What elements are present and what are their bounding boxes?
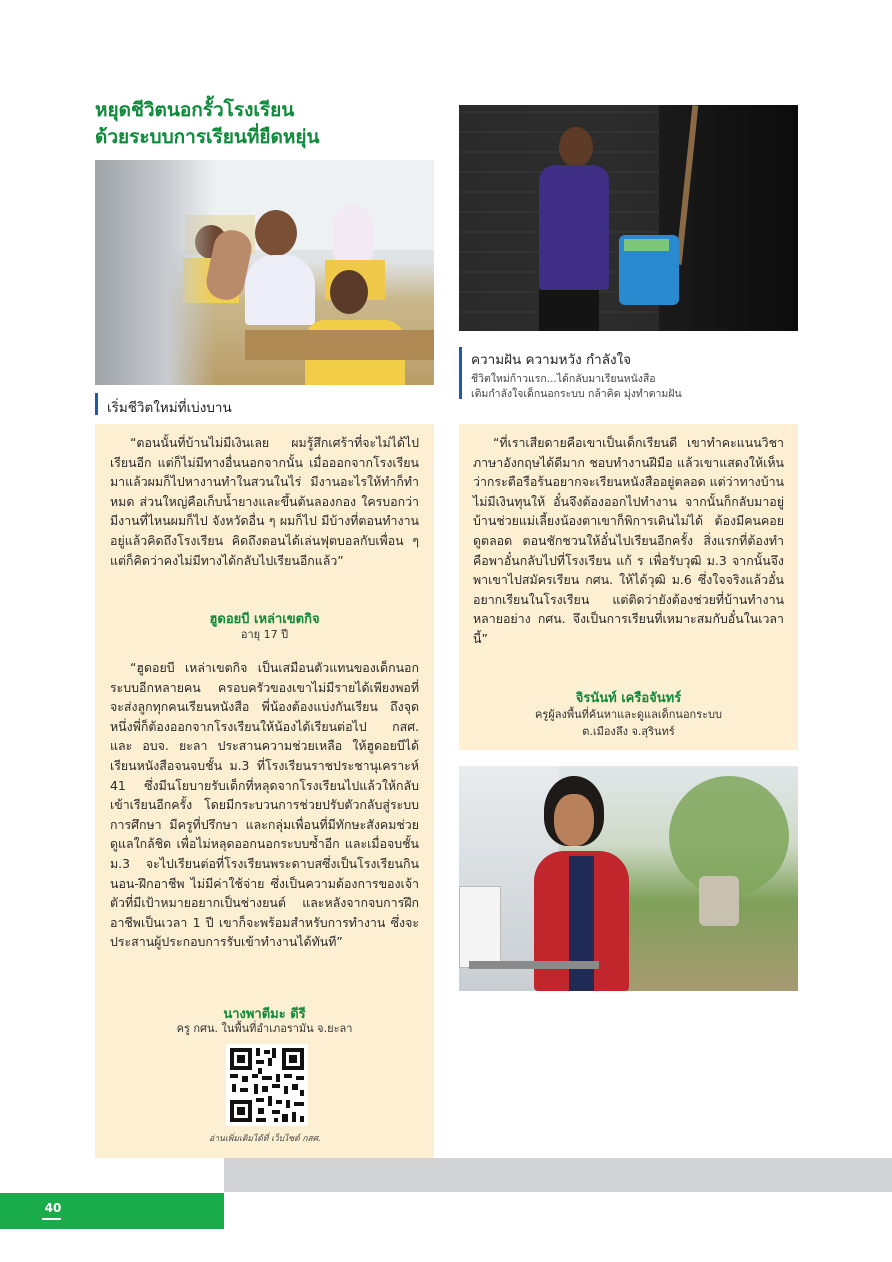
speaker-role: อายุ 17 ปี	[240, 628, 289, 641]
speaker-name: จิรนันท์ เครือจันทร์	[575, 691, 682, 706]
classroom-photo	[95, 160, 434, 385]
page-number: 40	[44, 1201, 62, 1215]
quote-jiranan: “ที่เราเสียดายคือเขาเป็นเด็กเรียนดี เขาทำคะแนนวิชาภาษาอังกฤษได้ดีมาก ชอบทำงานฝีมือ แล้วเขาแสดงให้เห็นว่ากระตือรือร้นอยากจะเรียนหนังสืออยู่ตลอด แต่ว่าทางบ้านไม่มีเงินทุนให้ อั๋นจึงต้องออกไปทำงาน จากนั้นก็กลับมาอยู่บ้านช่วยแม่เลี้ยงน้องตาเขาก็พิการเดินไม่ได้ ต้องมีคนคอยดูตลอด ตอนชักชวนให้อั๋นไปเรียนอีกครั้ง สิ่งแรกที่ต้องทำคือพาอั๋นกลับไปที่โรงเรียน แก้ ร เพื่อรับวุฒิ ม.3 จากนั้นจึงพาเขาไปสมัครเรียน กศน. ให้ได้วุฒิ ม.6 ซึ่งใจจริงแล้วอั๋นอยากเรียนในโรงเรียน แต่ติดว่ายังต้องช่วยที่บ้านทำงานหลายอย่าง กศน. จึงเป็นการเรียนที่เหมาะสมกับอั๋นในเวลานี้”	[473, 435, 785, 646]
section-bar	[95, 393, 98, 415]
page-headline	[95, 97, 435, 151]
headline-line-2: ด้วยระบบการเรียนที่ยืดหยุ่น	[95, 126, 320, 148]
speaker-role: ต.เมืองลึง จ.สุรินทร์	[582, 725, 675, 738]
speaker-role: ครูผู้ลงพื้นที่ค้นหาและดูแลเด็กนอกระบบ	[535, 708, 722, 721]
teacher-photo	[459, 766, 798, 991]
quote-hudoibi: “ตอนนั้นที่บ้านไม่มีเงินเลย ผมรู้สึกเศร้าที่จะไม่ได้ไปเรียนอีก แต่ก็ไม่มีทางอื่นนอกจากนั้น เมื่อออกจากโรงเรียนมาแล้วผมก็ไปหางานทำในสวนในไร่ มีงานอะไรให้ทำก็ทำหมด ส่วนใหญ่คือเก็บน้ำยางและขึ้นต้นลองกอง ใครบอกว่ามีงานที่ไหนผมก็ไป จังหวัดอื่น ๆ ผมก็ไป มีบ้างที่ตอนทำงานอยู่แล้วคิดถึงโรงเรียน คิดถึงตอนได้เล่นฟุตบอลกับเพื่อน ๆ แต่ก็คิดว่าคงไม่มีทางได้กลับไปเรียนอีกแล้ว”	[110, 435, 419, 568]
speaker-name: ฮูดอยบี เหล่าเขตกิจ	[209, 612, 320, 627]
footer-gray-band	[224, 1158, 892, 1192]
speaker-role: ครู กศน. ในพื้นที่อำเภอรามัน จ.ยะลา	[176, 1022, 353, 1035]
qr-code-icon[interactable]	[226, 1044, 308, 1126]
left-section-title: เริ่มชีวิตใหม่ที่เบ่งบาน	[107, 400, 232, 416]
headline-line-1: หยุดชีวิตนอกรั้วโรงเรียน	[95, 99, 295, 121]
student-photo	[459, 105, 798, 331]
quote-teacher: “ฮูดอยบี เหล่าเขตกิจ เป็นเสมือนตัวแทนของเด็กนอกระบบอีกหลายคน ครอบครัวของเขาไม่มีรายได้เพียงพอที่จะส่งลูกทุกคนเรียนหนังสือ พี่น้องต้องแบ่งกันเรียน ถึงจุดหนึ่งพี่ก็ต้องออกจากโรงเรียนให้น้องได้เรียนต่อไป กสศ. และ อบจ. ยะลา ประสานความช่วยเหลือ ให้ฮูดอยบีได้เรียนหนังสือจนจบชั้น ม.3 ที่โรงเรียนราชประชานุเคราะห์ 41 ซึ่งมีนโยบายรับเด็กที่หลุดจากโรงเรียนไปแล้วให้กลับเข้าเรียนอีกครั้ง โดยมีกระบวนการช่วยปรับตัวกลับสู่ระบบการศึกษา มีครูที่ปรึกษา และกลุ่มเพื่อนที่มีทักษะสังคมช่วยดูแลใกล้ชิด เพื่อไม่หลุดออกนอกระบบซ้ำอีก และเมื่อจบชั้น ม.3 จะไปเรียนต่อที่โรงเรียนพระดาบสซึ่งเป็นโรงเรียนกินนอน-ฝึกอาชีพ ไม่มีค่าใช้จ่าย ซึ่งเป็นความต้องการของเจ้าตัวที่มีเป้าหมายอยากเป็นช่างยนต์ และหลังจากจบการฝึกอาชีพเป็นเวลา 1 ปี เขาก็จะพร้อมสำหรับการทำงาน ซึ่งจะประสานผู้ประกอบการรับเข้าทำงานได้ทันที”	[110, 660, 419, 950]
qr-caption: อ่านเพิ่มเติมได้ที่ เว็บไซต์ กสศ.	[209, 1134, 321, 1144]
right-section-subtitle: ชีวิตใหม่ก้าวแรก...ได้กลับมาเรียนหนังสือ	[471, 373, 656, 385]
speaker-name: นางพาตีมะ ดีรี	[223, 1007, 306, 1022]
footer-green-band	[0, 1193, 224, 1229]
right-section-title: ความฝัน ความหวัง กำลังใจ	[471, 352, 632, 368]
right-section-subtitle: เติมกำลังใจเด็กนอกระบบ กล้าคิด มุ่งทำตามฝัน	[471, 388, 682, 400]
section-bar	[459, 347, 462, 399]
page-number-underline	[42, 1218, 61, 1220]
